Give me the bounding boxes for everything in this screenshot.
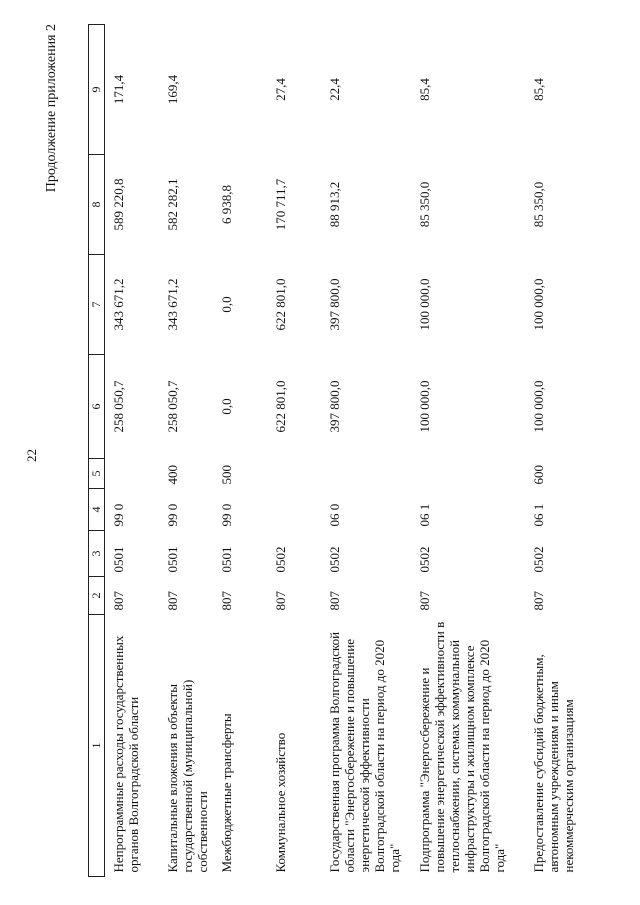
cell-col6: 0,0 [219,398,234,415]
cell-col7: 100 000,0 [417,278,432,331]
row-name: Предоставление субсидий бюджетным, автономным учреждениям и иным некоммерческим организациям [531,654,576,873]
cell-target [267,489,321,531]
cell-admin: 807 [111,591,126,611]
cell-target: 06 1 [531,503,546,527]
table-row [267,25,321,877]
cell-col9: 22,4 [327,78,342,101]
cell-col8: 589 220,8 [111,178,126,231]
cell-admin: 807 [165,591,180,611]
col-header-8: 8 [89,155,105,255]
row-name: Подпрограмма "Энергосбережение и повышение энергетической эффективности в теплоснабжении, системах коммунальной инфраструктуры и жилищном комплексе Волгоградской области на период до 2020 года" [417,621,507,873]
cell-col7: 100 000,0 [531,278,546,331]
cell-section: 0501 [111,546,126,573]
col-header-1: 1 [89,615,105,877]
table-row [159,25,213,877]
cell-admin: 807 [327,591,342,611]
cell-section: 0502 [417,546,432,573]
budget-table [88,24,615,877]
column-number-row [89,25,105,877]
row-name: Капитальные вложения в объекты государственной (муниципальной) собственности [165,679,210,873]
col-header-6: 6 [89,355,105,459]
cell-expense-type [321,459,411,489]
cell-section: 0502 [273,546,288,573]
table-row [213,25,267,877]
cell-col9 [213,25,267,155]
cell-col8: 88 913,2 [327,181,342,228]
row-name: Коммунальное хозяйство [273,732,288,873]
cell-col8: 170 711,7 [273,178,288,231]
cell-col8: 6 938,8 [219,185,234,224]
cell-col9: 169,4 [165,74,180,105]
cell-expense-type: 400 [165,465,180,485]
cell-col6: 258 050,7 [165,380,180,433]
cell-section: 0502 [531,546,546,573]
cell-col6: 622 801,0 [273,380,288,433]
cell-col9: 27,4 [273,78,288,101]
cell-target: 99 0 [165,503,180,527]
page-number: 22 [24,449,39,462]
table-row [321,25,411,877]
cell-col7: 0,0 [219,296,234,313]
table-row [105,25,160,877]
cell-col6: 100 000,0 [531,380,546,433]
cell-col6: 397 800,0 [327,380,342,433]
cell-col7: 343 671,2 [165,278,180,331]
cell-col8: 85 350,0 [531,181,546,228]
row-name: Непрограммные расходы государственных органов Волгоградской области [111,635,141,873]
cell-admin: 807 [531,591,546,611]
cell-col7: 343 671,2 [111,278,126,331]
cell-section: 0501 [219,546,234,573]
cell-admin: 807 [273,591,288,611]
cell-expense-type: 500 [219,465,234,485]
cell-section: 0501 [165,546,180,573]
table-row [525,25,615,877]
cell-target: 06 0 [327,503,342,527]
row-name: Межбюджетные трансферты [219,713,234,873]
col-header-5: 5 [89,459,105,489]
cell-expense-type [411,459,525,489]
cell-col9: 85,4 [531,78,546,101]
cell-target: 06 1 [417,503,432,527]
col-header-2: 2 [89,577,105,615]
cell-target: 99 0 [111,503,126,527]
cell-expense-type [105,459,160,489]
cell-section: 0502 [327,546,342,573]
cell-col9: 171,4 [111,74,126,105]
cell-admin: 807 [417,591,432,611]
cell-col7: 397 800,0 [327,278,342,331]
col-header-4: 4 [89,489,105,531]
cell-col9: 85,4 [417,78,432,101]
cell-target: 99 0 [219,503,234,527]
cell-col8: 85 350,0 [417,181,432,228]
cell-col8: 582 282,1 [165,178,180,231]
row-name: Государственная программа Волгоградской области "Энергосбережение и повышение энергетической эффективности Волгоградской области на период до 2020 года" [327,631,402,873]
col-header-3: 3 [89,531,105,577]
cell-admin: 807 [219,591,234,611]
col-header-7: 7 [89,255,105,355]
cell-col6: 258 050,7 [111,380,126,433]
cell-expense-type [267,459,321,489]
table-row [411,25,525,877]
continuation-caption: Продолжение приложения 2 [44,24,59,193]
col-header-9: 9 [89,25,105,155]
cell-col6: 100 000,0 [417,380,432,433]
cell-col7: 622 801,0 [273,278,288,331]
cell-expense-type: 600 [531,465,546,485]
